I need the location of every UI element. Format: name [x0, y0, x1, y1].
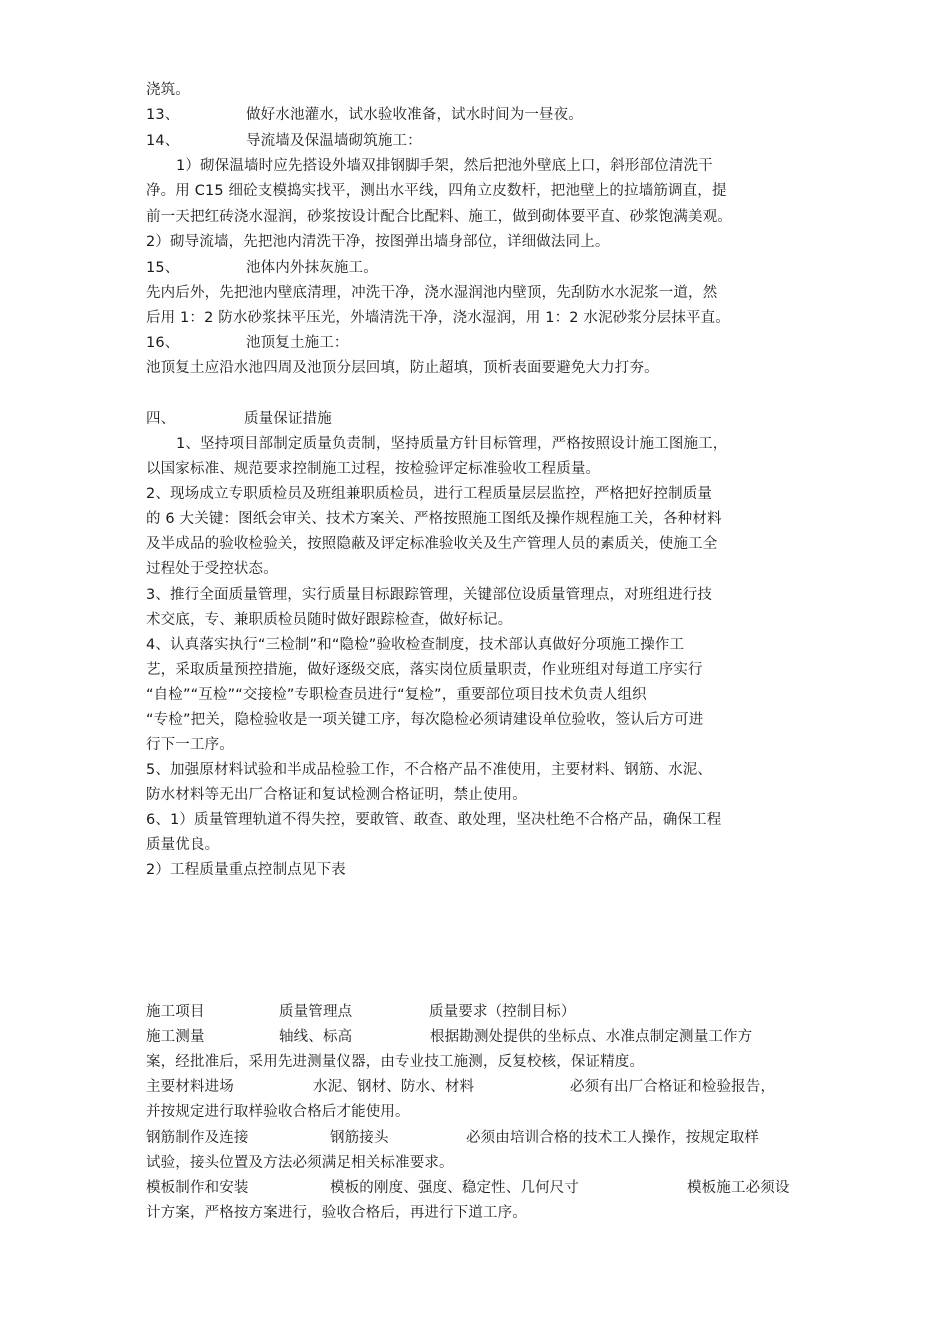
table-cell-project: 主要材料进场 [146, 1079, 234, 1095]
table-cell-requirement-cont: 并按规定进行取样验收合格后才能使用。 [146, 1104, 410, 1120]
item-14-paragraph-line: 净。用 C15 细砼支模捣实找平，测出水平线，四角立皮数杆，把池壁上的拉墙筋调直，提 [146, 183, 727, 199]
section-4-line: 1、坚持项目部制定质量负责制，坚持质量方针目标管理，严格按照设计施工图施工， [176, 436, 728, 452]
table-cell-point: 轴线、标高 [279, 1029, 353, 1045]
item-16 [146, 333, 826, 353]
section-4-line: 防水材料等无出厂合格证和复试检测合格证明，禁止使用。 [146, 787, 527, 803]
item-15-body-line: 后用 1：2 防水砂浆抹平压光，外墙清洗干净，浇水湿润，用 1：2 水泥砂浆分层抹平直。 [146, 310, 730, 326]
table-cell-requirement: 必须有出厂合格证和检验报告， [570, 1079, 776, 1095]
section-4-line: 4、认真落实执行“三检制”和“隐检”验收检查制度，技术部认真做好分项施工操作工 [146, 637, 685, 653]
section-4-line: 的 6 大关键：图纸会审关、技术方案关、严格按照施工图纸及操作规程施工关，各种材料 [146, 511, 722, 527]
table-row [146, 1178, 826, 1198]
item-14-subitem-2: 2）砌导流墙，先把池内清洗干净，按图弹出墙身部位，详细做法同上。 [146, 234, 610, 250]
table-cell-requirement: 根据勘测处提供的坐标点、水准点制定测量工作方 [430, 1029, 753, 1045]
item-14-paragraph-line: 前一天把红砖浇水湿润，砂浆按设计配合比配料、施工，做到砌体要平直、砂浆饱满美观。 [146, 209, 732, 225]
section-4-line: 3、推行全面质量管理，实行质量目标跟踪管理，关键部位设质量管理点，对班组进行技 [146, 587, 713, 603]
section-4-heading [146, 409, 826, 429]
table-cell-project: 模板制作和安装 [146, 1180, 249, 1196]
item-15-body-line: 先内后外，先把池内壁底清理，冲洗干净，浇水湿润池内壁顶，先刮防水水泥浆一道，然 [146, 285, 718, 301]
table-cell-project: 钢筋制作及连接 [146, 1130, 249, 1146]
item-16-number: 16、 [146, 335, 180, 351]
table-header-project: 施工项目 [146, 1004, 205, 1020]
section-4-number: 四、 [146, 411, 176, 427]
item-13 [146, 105, 826, 125]
section-4-line: “专检”把关，隐检验收是一项关键工序，每次隐检必须请建设单位验收，签认后方可进 [146, 712, 704, 728]
section-4-line: 5、加强原材料试验和半成品检验工作，不合格产品不准使用，主要材料、钢筋、水泥、 [146, 762, 713, 778]
table-row [146, 1128, 826, 1148]
item-15 [146, 258, 826, 278]
item-13-number: 13、 [146, 107, 180, 123]
table-row [146, 1077, 826, 1097]
item-16-body: 池顶复土应沿水池四周及池顶分层回填，防止超填，顶析表面要避免大力打夯。 [146, 360, 659, 376]
continuation-text: 浇筑。 [146, 82, 190, 98]
table-cell-point: 钢筋接头 [330, 1130, 389, 1146]
section-4-line: 行下一工序。 [146, 737, 234, 753]
item-15-number: 15、 [146, 260, 180, 276]
item-14-text: 导流墙及保温墙砌筑施工： [246, 133, 422, 149]
table-cell-requirement: 必须由培训合格的技术工人操作，按规定取样 [466, 1130, 759, 1146]
table-header-point: 质量管理点 [279, 1004, 353, 1020]
section-4-line: 过程处于受控状态。 [146, 561, 278, 577]
section-4-line: “自检”“互检”“交接检”专职检查员进行“复检”，重要部位项目技术负责人组织 [146, 687, 647, 703]
table-cell-point: 水泥、钢材、防水、材料 [313, 1079, 475, 1095]
section-4-title: 质量保证措施 [244, 411, 332, 427]
section-4-line: 以国家标准、规范要求控制施工过程，按检验评定标准验收工程质量。 [146, 461, 601, 477]
table-cell-point: 模板的刚度、强度、稳定性、几何尺寸 [330, 1180, 580, 1196]
section-4-line: 6、1）质量管理轨道不得失控，要敢管、敢查、敢处理，坚决杜绝不合格产品，确保工程 [146, 812, 722, 828]
table-row [146, 1027, 826, 1047]
table-header-requirement: 质量要求（控制目标） [429, 1004, 576, 1020]
table-cell-requirement-cont: 试验，接头位置及方法必须满足相关标准要求。 [146, 1155, 454, 1171]
item-13-text: 做好水池灌水，试水验收准备，试水时间为一昼夜。 [246, 107, 583, 123]
section-4-line: 2、现场成立专职质检员及班组兼职质检员，进行工程质量层层监控，严格把好控制质量 [146, 486, 713, 502]
section-4-line: 及半成品的验收检验关，按照隐蔽及评定标准验收关及生产管理人员的素质关，使施工全 [146, 536, 718, 552]
table-cell-requirement-cont: 案，经批准后，采用先进测量仪器，由专业技工施测，反复校核，保证精度。 [146, 1054, 645, 1070]
table-cell-requirement-cont: 计方案，严格按方案进行，验收合格后，再进行下道工序。 [146, 1205, 527, 1221]
table-header-row [146, 1002, 826, 1022]
table-cell-requirement: 模板施工必须设 [687, 1180, 790, 1196]
section-4-line: 质量优良。 [146, 837, 220, 853]
item-14 [146, 131, 826, 151]
item-14-paragraph-line: 1）砌保温墙时应先搭设外墙双排钢脚手架，然后把池外壁底上口，斜形部位清洗干 [176, 158, 713, 174]
item-14-number: 14、 [146, 133, 180, 149]
section-4-line: 术交底，专、兼职质检员随时做好跟踪检查，做好标记。 [146, 612, 513, 628]
section-4-line: 2）工程质量重点控制点见下表 [146, 862, 346, 878]
item-15-text: 池体内外抹灰施工。 [246, 260, 378, 276]
section-4-line: 艺，采取质量预控措施，做好逐级交底，落实岗位质量职责，作业班组对每道工序实行 [146, 662, 703, 678]
table-cell-project: 施工测量 [146, 1029, 205, 1045]
item-16-text: 池顶复土施工： [246, 335, 349, 351]
